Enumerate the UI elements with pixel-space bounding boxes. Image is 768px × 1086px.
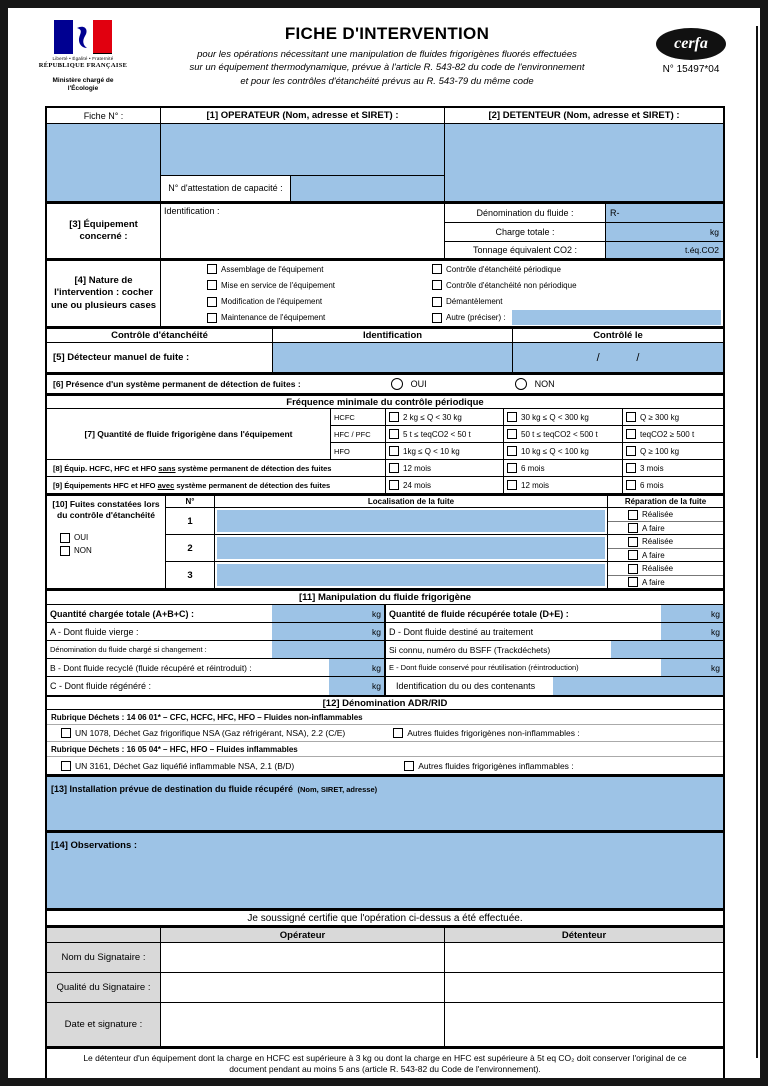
autres-non-inflammables-checkbox[interactable] (393, 728, 403, 738)
operator-header: [1] OPERATEUR (Nom, adresse et SIRET) : (161, 108, 445, 123)
observations-input[interactable] (47, 833, 723, 908)
detector-date-input[interactable]: / / (513, 343, 723, 372)
intervention-form: Fiche N° : [1] OPERATEUR (Nom, adresse et SIRET) : [2] DETENTEUR (Nom, adresse et SIRET) : N° d'attestation de capacité : [3] Équipement concerné : Identification : Dénomination du fluide : R- Charge totale : kg Tonnage équivalent CO2 : t.éq.CO2 [4] Nature de l'intervention : cocher une ou plusieurs cases Assemblage de l'équipement Contrôle d'étanchéité périodique Mise en service de l'équipement Contrôle d'étanchéité non périodique Modification de l'équipement Démantèlement Maintenance de l'équipement Autre (préciser) : Contrôle d'étanchéité Identification Contrôlé le [5] Détecteur manuel de fuite : / / [6] Présence d'un système permanent de détection de fuites : OUI NON Fréquence minimale du contrôle périodique [7] Quantité de fluide frigorigène dans l'équipement HCFC 2 kg ≤ Q < 30 kg 30 kg ≤ Q < 300 kg Q ≥ 300 kg HFC / PFC 5 t ≤ teqCO2 < 50 t 50 t ≤ teqCO2 < 500 t teqCO2 ≥ 500 t HFO 1kg ≤ Q < 10 kg 10 kg ≤ Q < 100 kg Q ≥ 100 kg [8] Équip. HCFC, HFC et HFO sans système permanent de détection des fuites 12 mois 6 mois 3 mois [9] Équipements HFC et HFO avec système permanent de détection des fuites 24 mois 12 mois 6 mois [10] Fuites constatées lors du contrôle d'étanchéité OUI NON N° Localisation de la fuite Réparation de la fuite 1 Réalisée A faire 2 Réalisée A faire 3 Réalisée A faire [11] Manipulation du fluide frigorigène Quantité chargée totale (A+B+C) : kg A - Dont fluide vierge : kg Dénomination du fluide chargé si changement : B - Dont fluide recyclé (fluide récupéré et réintroduit) : kg C - Dont fluide régénéré : kg Quantité de fluide récupérée totale (D+E) : kg D - Dont fluide destiné au traitement kg Si connu, numéro du BSFF (Trackdéchets) E - Dont fluide conservé pour réutilisation (réintroduction) kg Identification du ou des contenants [12] Dénomination ADR/RID Rubrique Déchets : 14 06 01* – CFC, HCFC, HFC, HFO – Fluides non-inflammables UN 1078, Déchet Gaz frigorifique NSA (Gaz réfrigérant, NSA), 2.2 (C/E) Autres fluides frigorigènes non-inflammables : Rubrique Déchets : 16 05 04* – HFC, HFO – Fluides inflammables UN 3161, Déchet Gaz liquéfié inflammable NSA, 2.1 (B/D) Autres fluides frigorigènes inflammables : [13] Installation prévue de destination du fluide récupéré (Nom, SIRET, adresse) [14] Observations : Je soussigné certifie que l'opération ci-dessus a été effectuée. Opérateur Détenteur Nom du Signataire : Qualité du Signataire : Date et signature : Le détenteur d'un équipement dont la charge en HCFC est supérieure à 3 kg ou dont la charge en HFC est supérieure à 5t eq CO₂ doit conserver l'original de ce document pendant au moins 5 ans (article R. 543-82 du Code de l'environnement). (45, 106, 725, 1081)
holder-name-input[interactable] (445, 943, 723, 972)
attestation-input[interactable] (291, 176, 444, 201)
hfc-band2-checkbox[interactable] (507, 429, 517, 439)
row9-24mois-checkbox[interactable] (389, 480, 399, 490)
republique-francaise-logo (28, 20, 138, 93)
controlled-on-col-header: Contrôlé le (593, 330, 643, 341)
hfc-band3-checkbox[interactable] (626, 429, 636, 439)
page-margin-rule (756, 26, 758, 1058)
leak-loc-col-header: Localisation de la fuite (215, 496, 608, 507)
mise-en-service-checkbox[interactable] (207, 280, 217, 290)
form-title-block (152, 24, 622, 88)
leaks-oui-checkbox[interactable] (60, 533, 70, 543)
modification-checkbox[interactable] (207, 297, 217, 307)
operator-role-input[interactable] (161, 973, 445, 1002)
operator-signature-header: Opérateur (161, 928, 445, 942)
holder-header: [2] DETENTEUR (Nom, adresse et SIRET) : (488, 110, 680, 121)
holder-input[interactable] (445, 124, 723, 201)
equipment-section-label: [3] Équipement concerné : (47, 204, 161, 258)
french-flag-icon (54, 20, 112, 54)
non-radio[interactable] (515, 378, 527, 390)
maintenance-checkbox[interactable] (207, 313, 217, 323)
signatory-role-label: Qualité du Signataire : (47, 973, 161, 1002)
intervention-section-label: [4] Nature de l'intervention : cocher une ou plusieurs cases (47, 261, 161, 326)
leaks-section-label: [10] Fuites constatées lors du contrôle d'étanchéité (52, 499, 160, 521)
observations-label: [14] Observations : (51, 840, 138, 851)
leak-num-col-header: N° (166, 496, 215, 507)
holder-signature-header: Détenteur (445, 928, 723, 942)
detector-identification-input[interactable] (273, 343, 513, 372)
oui-radio[interactable] (391, 378, 403, 390)
autres-inflammables-checkbox[interactable] (404, 761, 414, 771)
ministry-label: Ministère chargé de l'Écologie (52, 77, 114, 93)
row9-12mois-checkbox[interactable] (507, 480, 517, 490)
hfc-band1-checkbox[interactable] (389, 429, 399, 439)
autre-preciser-input[interactable] (512, 310, 721, 325)
leak2-location-input[interactable] (217, 537, 605, 559)
leak3-todo-checkbox[interactable] (628, 577, 638, 587)
fiche-number-input[interactable] (47, 124, 161, 201)
charged-total-input[interactable]: kg (272, 605, 384, 622)
row8-3mois-checkbox[interactable] (626, 463, 636, 473)
leak-row-number: 3 (166, 562, 215, 588)
adr-header: [12] Dénomination ADR/RID (322, 697, 448, 709)
reuse-fluid-input[interactable]: kg (661, 659, 723, 676)
rubrique2-label: Rubrique Déchets : 16 05 04* – HFC, HFO – Fluides inflammables (51, 744, 298, 754)
operator-signature-input[interactable] (161, 1003, 445, 1046)
un1078-checkbox[interactable] (61, 728, 71, 738)
fluid-type-hfc-pfc: HFC / PFC (331, 426, 386, 442)
date-signature-label: Date et signature : (47, 1003, 161, 1046)
leak1-todo-checkbox[interactable] (628, 523, 638, 533)
identification-col-header: Identification (273, 329, 513, 342)
leak3-location-input[interactable] (217, 564, 605, 586)
hfo-band1-checkbox[interactable] (389, 446, 399, 456)
assemblage-checkbox[interactable] (207, 264, 217, 274)
rubrique1-label: Rubrique Déchets : 14 06 01* – CFC, HCFC, HFC, HFO – Fluides non-inflammables (51, 712, 363, 722)
operator-name-input[interactable] (161, 943, 445, 972)
hcfc-band2-checkbox[interactable] (507, 412, 517, 422)
fluid-name-label: Dénomination du fluide : (445, 204, 606, 222)
signatory-name-label: Nom du Signataire : (47, 943, 161, 972)
leak-row-number: 1 (166, 508, 215, 534)
leaks-non-checkbox[interactable] (60, 546, 70, 556)
row8-12mois-checkbox[interactable] (389, 463, 399, 473)
row9-6mois-checkbox[interactable] (626, 480, 636, 490)
hcfc-band1-checkbox[interactable] (389, 412, 399, 422)
recycled-fluid-input[interactable]: kg (329, 659, 384, 676)
page-title: FICHE D'INTERVENTION (284, 24, 490, 43)
co2-tonnage-input[interactable]: t.éq.CO2 (606, 242, 723, 258)
hcfc-band3-checkbox[interactable] (626, 412, 636, 422)
cerfa-logo: cerfa (656, 28, 726, 60)
controle-non-periodique-checkbox[interactable] (432, 280, 442, 290)
form-subtitle: pour les opérations nécessitant une manipulation de fluides frigorigènes fluorés effectuées sur un équipement thermodynamique, prévue à l'article R. 543-82 du code de l'environnement et pour les contrôles d'étanchéité prévus au R. 543-79 du même code (189, 49, 585, 87)
destination-input[interactable] (47, 777, 723, 830)
operator-input[interactable] (161, 124, 444, 176)
leak2-todo-checkbox[interactable] (628, 550, 638, 560)
retention-note: Le détenteur d'un équipement dont la charge en HCFC est supérieure à 3 kg ou dont la charge en HFC est supérieure à 5t eq CO₂ doit conserver l'original de ce document pendant au moins 5 ans (article R. 543-82 du Code de l'environnement). (83, 1052, 687, 1074)
row8-6mois-checkbox[interactable] (507, 463, 517, 473)
q7-label: [7] Quantité de fluide frigorigène dans l'équipement (47, 409, 331, 459)
leak1-location-input[interactable] (217, 510, 605, 532)
autre-checkbox[interactable] (432, 313, 442, 323)
equipment-identification-field[interactable]: Identification : (161, 204, 445, 258)
co2-tonnage-label: Tonnage équivalent CO2 : (445, 242, 606, 258)
total-charge-label: Charge totale : (445, 223, 606, 241)
leak3-done-checkbox[interactable] (628, 564, 638, 574)
certification-statement: Je soussigné certifie que l'opération ci-dessus a été effectuée. (247, 912, 523, 924)
row8-label: [8] Équip. HCFC, HFC et HFO sans système permanent de détection des fuites (47, 460, 386, 476)
virgin-fluid-input[interactable]: kg (272, 623, 384, 640)
total-charge-input[interactable]: kg (606, 223, 723, 241)
row9-label: [9] Équipements HFC et HFO avec système permanent de détection des fuites (47, 477, 386, 493)
signature-corner-cell (47, 928, 161, 942)
treatment-fluid-input[interactable]: kg (661, 623, 723, 640)
fluid-type-hcfc: HCFC (331, 409, 386, 425)
manual-detector-label: [5] Détecteur manuel de fuite : (47, 343, 273, 372)
holder-role-input[interactable] (445, 973, 723, 1002)
frequency-header: Fréquence minimale du contrôle périodique (286, 396, 484, 408)
bsff-number-input[interactable] (611, 641, 723, 658)
marianne-icon (73, 20, 93, 54)
recovered-total-input[interactable]: kg (661, 605, 723, 622)
containers-id-input[interactable] (553, 677, 723, 695)
attestation-label: N° d'attestation de capacité : (161, 176, 291, 201)
un3161-checkbox[interactable] (61, 761, 71, 771)
controle-periodique-checkbox[interactable] (432, 264, 442, 274)
republic-label: RÉPUBLIQUE FRANÇAISE (38, 62, 128, 69)
changed-fluid-name-input[interactable] (272, 641, 384, 658)
leak2-done-checkbox[interactable] (628, 537, 638, 547)
cerfa-block (646, 28, 736, 75)
demantelement-checkbox[interactable] (432, 297, 442, 307)
leak1-done-checkbox[interactable] (628, 510, 638, 520)
fiche-number-label: Fiche N° : (47, 108, 161, 123)
regenerated-fluid-input[interactable]: kg (329, 677, 384, 695)
destination-label: [13] Installation prévue de destination du fluide récupéré (51, 784, 294, 794)
motto: Liberté • Égalité • Fraternité (52, 56, 114, 61)
destination-note: (Nom, SIRET, adresse) (297, 785, 378, 794)
handling-header: [11] Manipulation du fluide frigorigène (298, 592, 472, 603)
leak-row-number: 2 (166, 535, 215, 561)
leak-control-col-header: Contrôle d'étanchéité (47, 329, 273, 342)
cerfa-number: N° 15497*04 (662, 64, 720, 75)
fluid-type-hfo: HFO (331, 443, 386, 459)
holder-signature-input[interactable] (445, 1003, 723, 1046)
hfo-band3-checkbox[interactable] (626, 446, 636, 456)
hfo-band2-checkbox[interactable] (507, 446, 517, 456)
permanent-system-label: [6] Présence d'un système permanent de détection de fuites : (53, 379, 301, 389)
fluid-name-input[interactable]: R- (606, 204, 723, 222)
leak-rep-col-header: Réparation de la fuite (624, 497, 707, 506)
